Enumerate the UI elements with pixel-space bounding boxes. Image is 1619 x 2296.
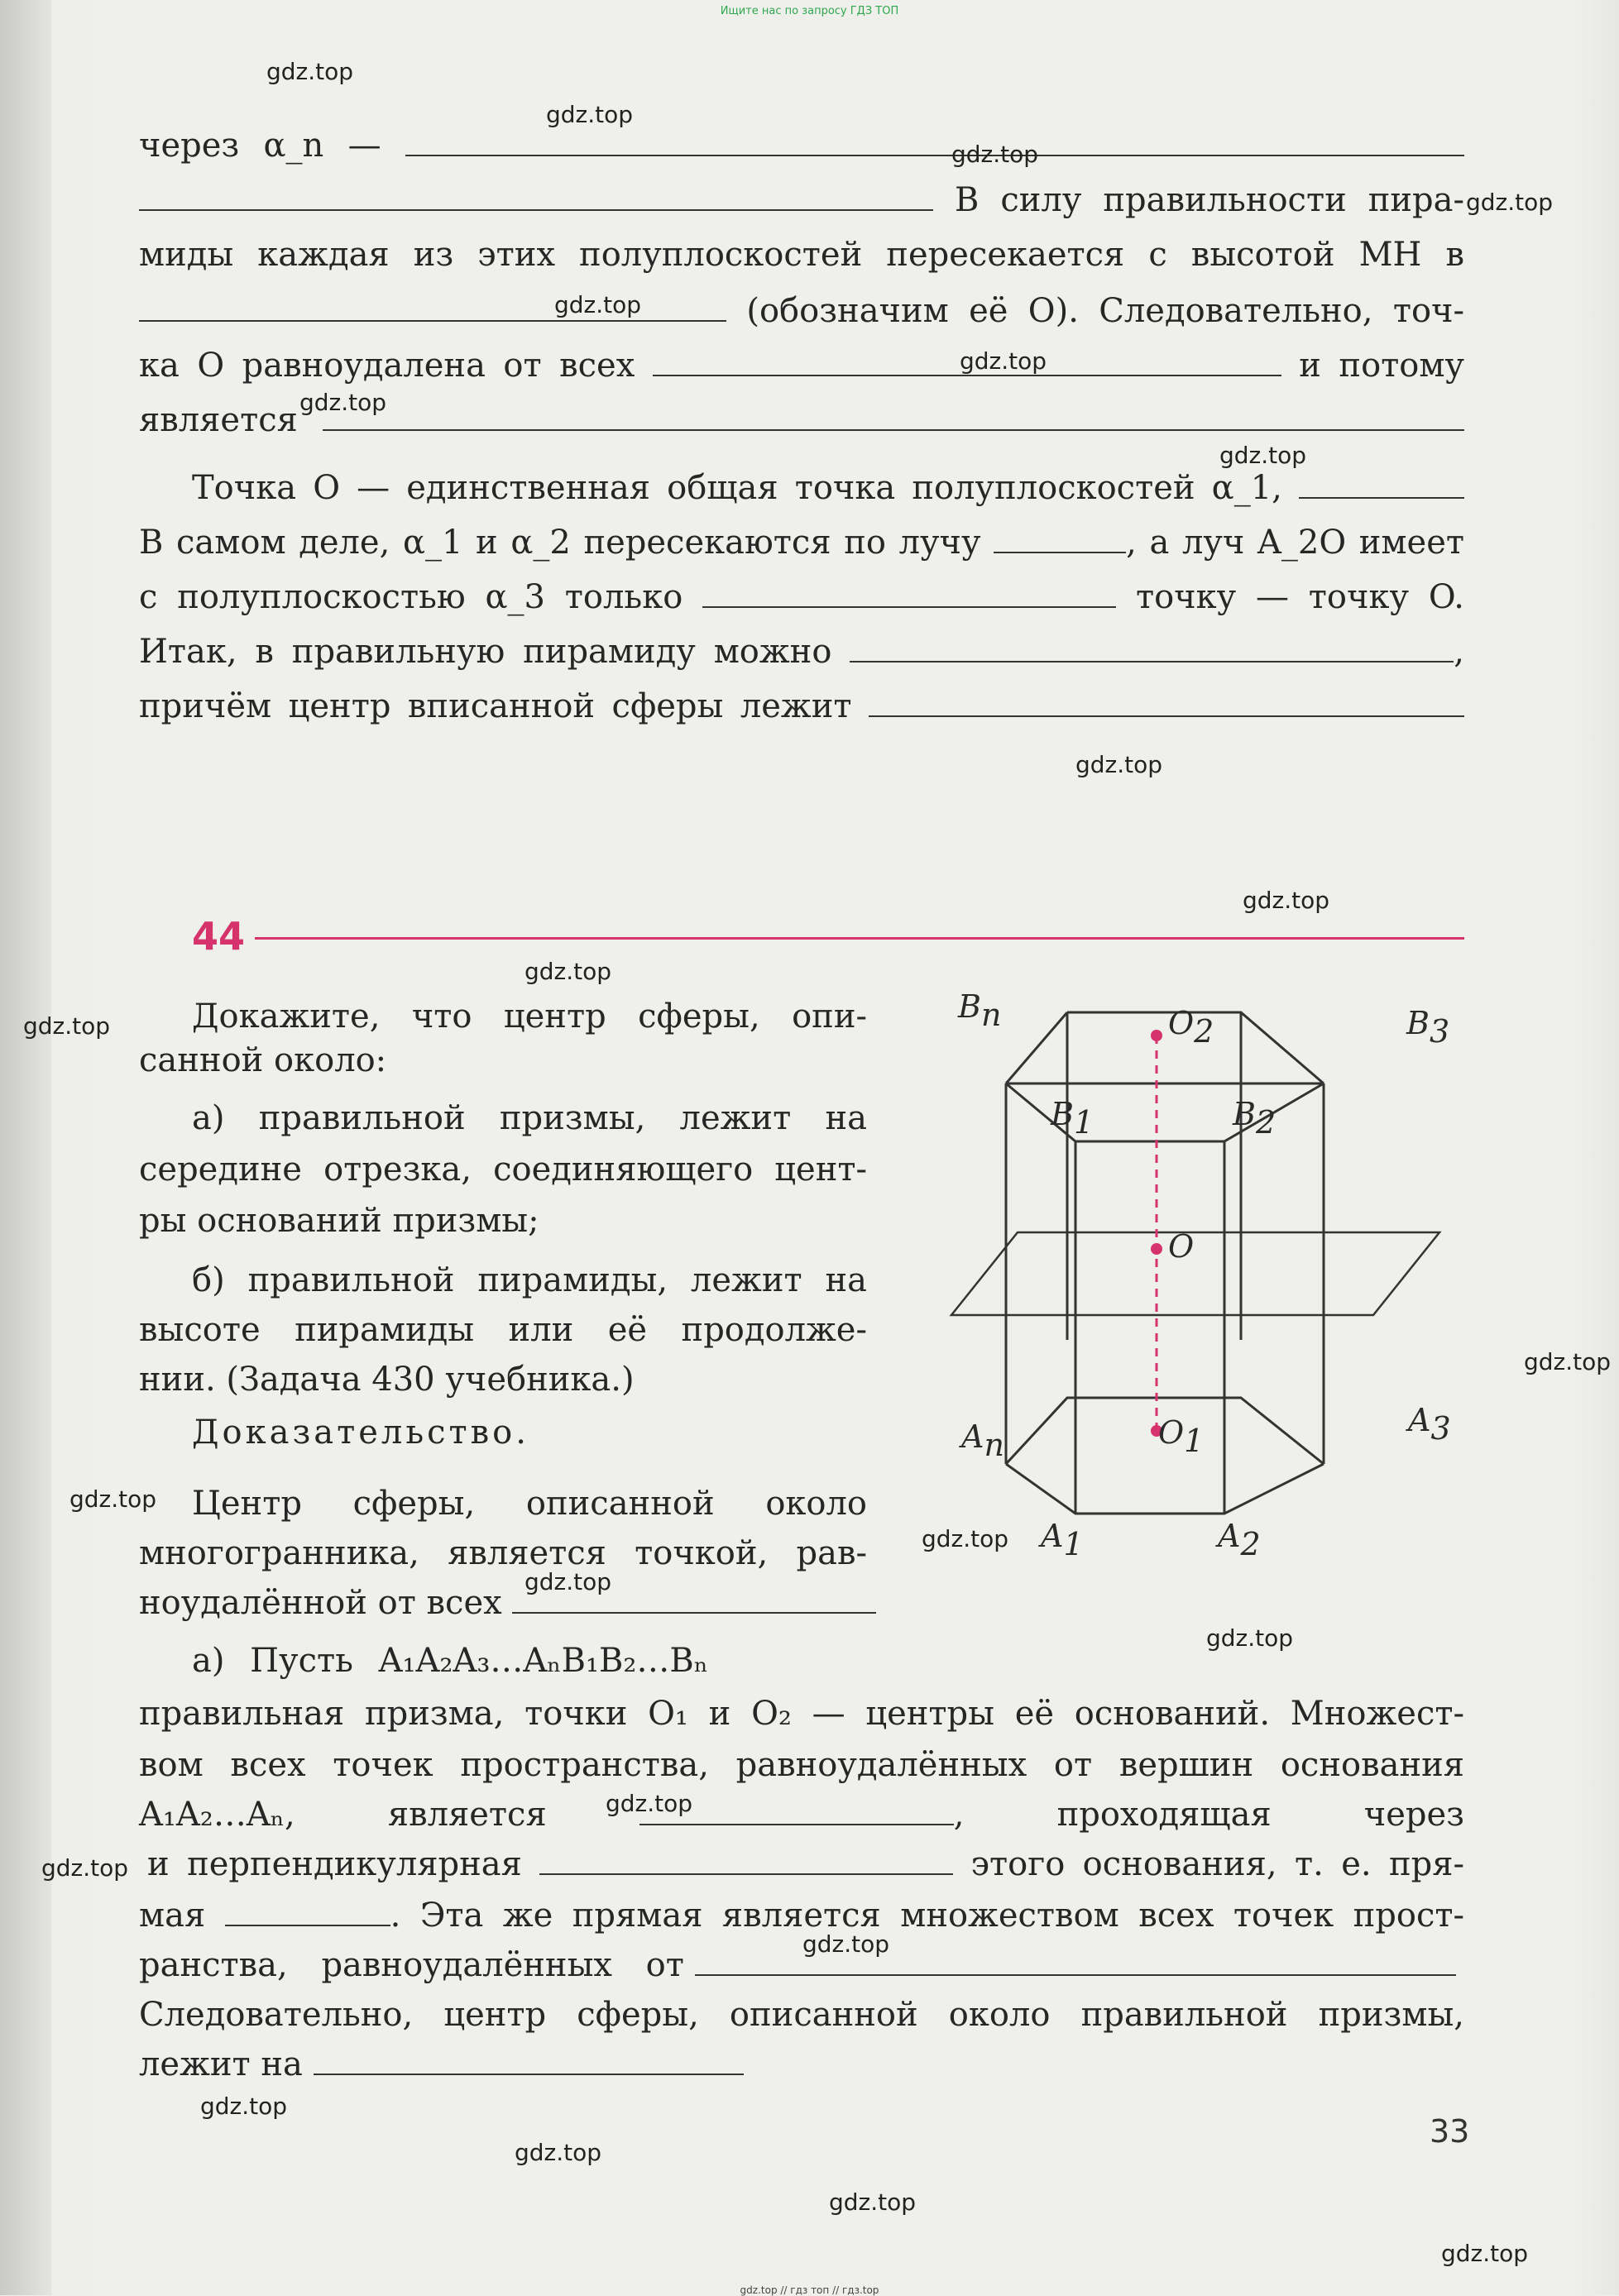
page-number: 33 (1430, 2113, 1470, 2150)
statement-line-2: санной около: (139, 1041, 387, 1079)
task-number: 44 (192, 914, 246, 959)
label-O: O (1168, 1228, 1195, 1265)
book-spine-shadow (0, 0, 51, 2295)
point-O2 (1151, 1030, 1162, 1041)
statement-line-4: середине отрезка, соединяющего цент- (139, 1150, 867, 1189)
label-O1: O1 (1158, 1414, 1205, 1459)
proof-line-3: ноудалённой от всех (139, 1583, 876, 1623)
watermark: gdz.top (1243, 887, 1330, 914)
watermark: gdz.top (23, 1012, 111, 1040)
watermark: gdz.top (266, 58, 354, 85)
footer-note[interactable]: gdz.top // гдз топ // гдз.top (740, 2284, 879, 2296)
task-rule (255, 937, 1464, 940)
point-O (1151, 1243, 1162, 1255)
text-line-5: ка O равноудалена от всех и потому (139, 347, 1465, 385)
watermark: gdz.top (299, 389, 387, 416)
text-line-10: Итак, в правильную пирамиду можно , (139, 633, 1465, 671)
proof-line-1: Центр сферы, описанной около (192, 1485, 867, 1523)
label-Bn: Bn (958, 988, 1002, 1033)
watermark: gdz.top (41, 1854, 129, 1882)
text-line-9: с полуплоскостью α_3 только точку — точку O. (139, 578, 1464, 616)
watermark: gdz.top (960, 347, 1047, 375)
proof-line-5: правильная призма, точки O₁ и O₂ — центры её оснований. Множест- (139, 1695, 1464, 1733)
proof-line-11: Следовательно, центр сферы, описанной около правильной призмы, (139, 1996, 1464, 2034)
watermark: gdz.top (802, 1930, 890, 1958)
watermark: gdz.top (524, 958, 612, 985)
statement-line-3: а) правильной призмы, лежит на (192, 1099, 867, 1137)
label-A3: A3 (1408, 1402, 1451, 1447)
text-line-4: (обозначим её O). Следовательно, точ- (139, 291, 1464, 331)
watermark: gdz.top (524, 1568, 612, 1595)
label-A1: A1 (1041, 1518, 1084, 1562)
top-back-left (1006, 1012, 1067, 1083)
header-note[interactable]: Ищите нас по запросу ГДЗ ТОП (720, 5, 899, 17)
statement-line-1: Докажите, что центр сферы, опи- (192, 997, 867, 1036)
watermark: gdz.top (546, 101, 634, 128)
bottom-front (1006, 1464, 1324, 1514)
proof-line-9: мая . Эта же прямая является множеством всех точек прост- (139, 1897, 1464, 1935)
watermark: gdz.top (1441, 2240, 1529, 2267)
text-line-1: через α_n — (139, 126, 1464, 165)
label-O2: O2 (1168, 1005, 1214, 1050)
watermark: gdz.top (829, 2188, 917, 2216)
watermark: gdz.top (69, 1485, 157, 1513)
label-An: An (961, 1418, 1004, 1463)
watermark: gdz.top (1219, 442, 1307, 469)
watermark: gdz.top (515, 2139, 602, 2166)
watermark: gdz.top (1466, 189, 1554, 216)
label-B1: B1 (1051, 1096, 1095, 1141)
statement-line-7: высоте пирамиды или её продолже- (139, 1311, 867, 1349)
label-A2: A2 (1218, 1518, 1261, 1562)
statement-line-6: б) правильной пирамиды, лежит на (192, 1261, 867, 1299)
text-line-11: причём центр вписанной сферы лежит (139, 686, 1464, 726)
prism-figure (951, 984, 1451, 1563)
watermark: gdz.top (200, 2093, 288, 2120)
proof-line-4: а) Пусть A₁A₂A₃…AₙB₁B₂…Bₙ (192, 1642, 709, 1680)
text-line-7: Точка O — единственная общая точка полуплоскостей α_1, (192, 468, 1464, 508)
section-plane (951, 1232, 1439, 1315)
proof-line-12: лежит на (139, 2045, 744, 2084)
text-line-8: В самом деле, α_1 и α_2 пересекаются по лучу , а луч A_2O имеет (139, 524, 1465, 562)
statement-line-8: нии. (Задача 430 учебника.) (139, 1361, 635, 1399)
text-line-3: миды каждая из этих полуплоскостей пересекается с высотой MH в (139, 236, 1464, 274)
text-line-6: является (139, 400, 1464, 440)
proof-line-6: вом всех точек пространства, равноудалённых от вершин основания (139, 1746, 1464, 1784)
proof-line-2: многогранника, является точкой, рав- (139, 1534, 867, 1572)
proof-heading: Доказательство. (192, 1413, 529, 1452)
watermark: gdz.top (1075, 751, 1163, 778)
label-B2: B2 (1233, 1096, 1277, 1141)
watermark: gdz.top (606, 1790, 693, 1817)
label-B3: B3 (1406, 1005, 1450, 1050)
watermark: gdz.top (922, 1525, 1009, 1552)
proof-line-7: A₁A₂…Aₙ, является , проходящая через (139, 1796, 1464, 1834)
proof-line-10: ранства, равноудалённых от (139, 1945, 1456, 1985)
watermark: gdz.top (1206, 1624, 1294, 1652)
text-line-2: В силу правильности пира- (139, 180, 1464, 220)
watermark: gdz.top (1524, 1348, 1612, 1375)
proof-line-8: и перпендикулярная этого основания, т. е. пря- (147, 1845, 1464, 1883)
statement-line-5: ры оснований призмы; (139, 1202, 539, 1240)
watermark: gdz.top (554, 291, 642, 318)
watermark: gdz.top (951, 141, 1039, 168)
